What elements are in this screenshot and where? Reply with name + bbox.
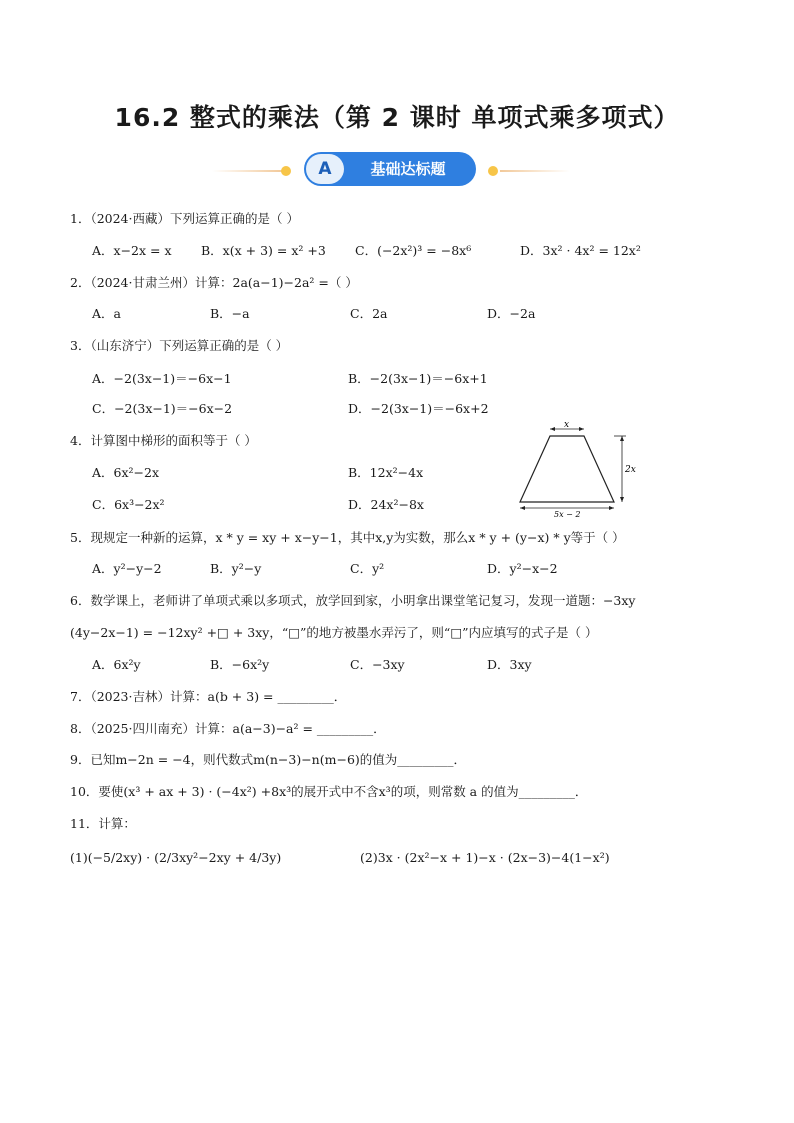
q4-stem: 4．计算图中梯形的面积等于（ ） (70, 433, 257, 448)
section-header (0, 152, 794, 188)
divider-right (500, 170, 570, 172)
q3-option-a: A．−2(3x−1)＝−6x−1 (92, 371, 232, 386)
q3-stem: 3．（山东济宁）下列运算正确的是（ ） (70, 338, 289, 353)
section-letter: A (306, 154, 344, 184)
q6-option-d: D．3xy (487, 657, 532, 672)
q5-option-d: D．y²−x−2 (487, 561, 558, 576)
divider-left (212, 170, 282, 172)
q9-stem: 9．已知m−2n = −4，则代数式m(n−3)−n(m−6)的值为_________． (70, 752, 467, 767)
q2-option-c: C．2a (350, 306, 388, 321)
q5-option-b: B．y²−y (210, 561, 262, 576)
q5-option-a: A．y²−y−2 (92, 561, 162, 576)
trapezoid-figure (514, 420, 644, 520)
label-top: x (564, 420, 570, 430)
q8-stem: 8．（2025·四川南充）计算：a(a−3)−a² = _________． (70, 721, 386, 736)
q2-option-d: D．−2a (487, 306, 536, 321)
dot-right (488, 166, 498, 176)
q11-part1: (1)(−5/2xy) · (2/3xy²−2xy + 4/3y) (70, 850, 282, 865)
q1-option-c: C．(−2x²)³ = −8x⁶ (355, 243, 472, 258)
q6-stem-line1: 6．数学课上，老师讲了单项式乘以多项式，放学回到家，小明拿出课堂笔记复习，发现一道题：−3xy (70, 593, 636, 608)
q1-option-b: B．x(x + 3) = x² +3 (201, 243, 326, 258)
label-height: 2x (625, 465, 636, 475)
q11-part2: (2)3x · (2x²−x + 1)−x · (2x−3)−4(1−x²) (360, 850, 610, 865)
q3-option-b: B．−2(3x−1)＝−6x+1 (348, 371, 488, 386)
q11-stem: 11．计算： (70, 816, 136, 831)
q10-stem: 10．要使(x³ + ax + 3) · (−4x²) +8x³的展开式中不含x³的项，则常数 a 的值为_________． (70, 784, 588, 799)
q4-option-d: D．24x²−8x (348, 497, 424, 512)
q3-option-c: C．−2(3x−1)＝−6x−2 (92, 401, 233, 416)
q2-option-b: B．−a (210, 306, 250, 321)
q4-option-a: A．6x²−2x (92, 465, 160, 480)
q1-stem: 1．（2024·西藏）下列运算正确的是（ ） (70, 211, 299, 226)
q6-stem-line2: (4y−2x−1) = −12xy² +□ + 3xy，“□”的地方被墨水弄污了，则“□”内应填写的式子是（ ） (70, 625, 598, 640)
page-title: 16.2 整式的乘法（第 2 课时 单项式乘多项式） (114, 103, 680, 132)
section-label: 基础达标题 (370, 160, 446, 178)
label-bottom: 5x − 2 (554, 510, 581, 519)
q5-stem: 5．现规定一种新的运算，x * y = xy + x−y−1，其中x,y为实数，那么x * y + (y−x) * y等于（ ） (70, 530, 625, 545)
q6-option-a: A．6x²y (92, 657, 141, 672)
q4-option-c: C．6x³−2x² (92, 497, 165, 512)
q1-option-d: D．3x² · 4x² = 12x² (520, 243, 641, 258)
q6-option-c: C．−3xy (350, 657, 405, 672)
q7-stem: 7．（2023·吉林）计算：a(b + 3) = _________． (70, 689, 347, 704)
section-badge (304, 152, 476, 186)
dot-left (281, 166, 291, 176)
q6-option-b: B．−6x²y (210, 657, 270, 672)
q4-option-b: B．12x²−4x (348, 465, 424, 480)
q2-option-a: A．a (92, 306, 121, 321)
q2-stem: 2．（2024·甘肃兰州）计算：2a(a−1)−2a² =（ ） (70, 275, 358, 290)
q1-option-a: A．x−2x = x (92, 243, 172, 258)
q3-option-d: D．−2(3x−1)＝−6x+2 (348, 401, 489, 416)
q5-option-c: C．y² (350, 561, 385, 576)
